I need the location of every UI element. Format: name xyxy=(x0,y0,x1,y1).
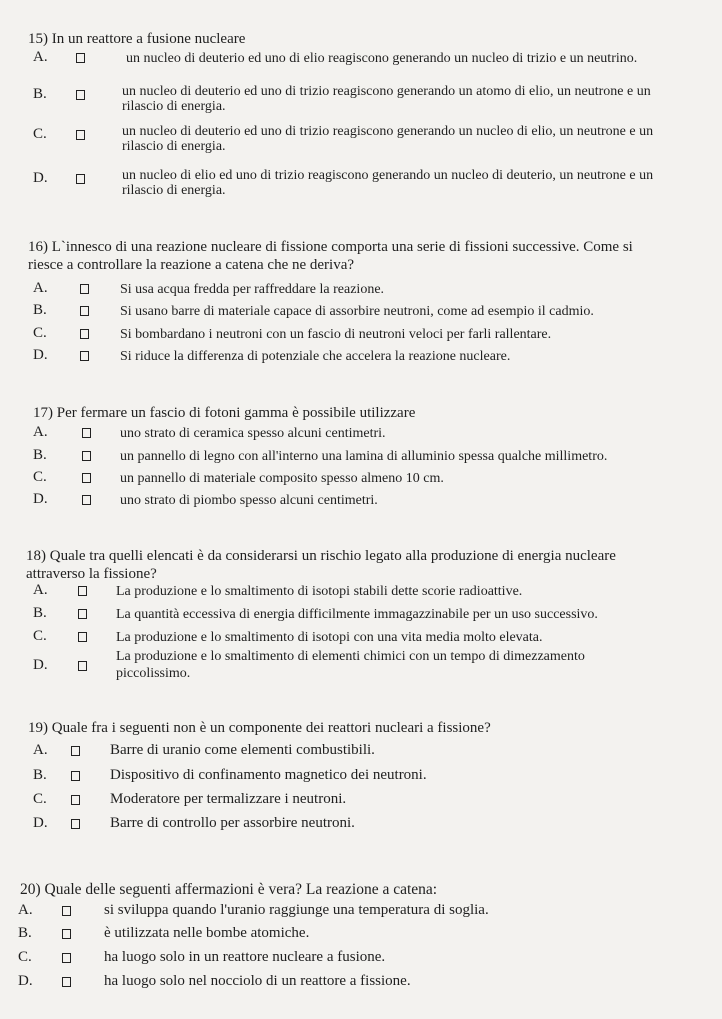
checkbox[interactable] xyxy=(80,284,89,294)
checkbox[interactable] xyxy=(76,174,85,184)
checkbox[interactable] xyxy=(82,451,91,461)
option-text: La quantità eccessiva di energia difficilmente immagazzinabile per un uso successivo. xyxy=(116,607,598,622)
option-letter: A. xyxy=(33,280,48,296)
option-text: Si bombardano i neutroni con un fascio di neutroni veloci per farli rallentare. xyxy=(120,327,552,342)
option-text: un nucleo di deuterio ed uno di trizio reagiscono generando un atomo di elio, un neutrone e un rilascio di energia. xyxy=(122,84,651,114)
checkbox[interactable] xyxy=(80,351,89,361)
checkbox[interactable] xyxy=(62,906,71,916)
option-letter: B. xyxy=(33,86,47,102)
option-text: La produzione e lo smaltimento di isotopi stabili dette scorie radioattive. xyxy=(116,584,523,599)
checkbox[interactable] xyxy=(71,795,80,805)
option-text: ha luogo solo in un reattore nucleare a fusione. xyxy=(104,949,386,965)
option-text: uno strato di ceramica spesso alcuni centimetri. xyxy=(120,426,386,441)
question-title: 16) L`innesco di una reazione nucleare di fissione comporta una serie di fissioni successive. Come si riesce a controllare la reazione a catena che ne deriva? xyxy=(28,239,633,273)
option-text: un pannello di legno con all'interno una lamina di alluminio spessa qualche millimetro. xyxy=(120,449,608,464)
option-letter: A. xyxy=(33,742,48,758)
option-letter: B. xyxy=(33,605,47,621)
checkbox[interactable] xyxy=(80,306,89,316)
option-letter: C. xyxy=(18,949,32,965)
checkbox[interactable] xyxy=(78,661,87,671)
checkbox[interactable] xyxy=(82,428,91,438)
option-letter: C. xyxy=(33,469,47,485)
checkbox[interactable] xyxy=(78,586,87,596)
option-text: Si riduce la differenza di potenziale che accelera la reazione nucleare. xyxy=(120,349,511,364)
checkbox[interactable] xyxy=(78,632,87,642)
option-text: Moderatore per termalizzare i neutroni. xyxy=(110,791,347,807)
checkbox[interactable] xyxy=(82,495,91,505)
question-title: 15) In un reattore a fusione nucleare xyxy=(28,31,246,47)
option-letter: C. xyxy=(33,325,47,341)
option-text: un nucleo di deuterio ed uno di trizio reagiscono generando un nucleo di elio, un neutrone e un rilascio di energia. xyxy=(122,124,654,154)
option-letter: B. xyxy=(33,302,47,318)
checkbox[interactable] xyxy=(76,90,85,100)
option-letter: A. xyxy=(33,49,48,65)
checkbox[interactable] xyxy=(62,953,71,963)
question-title: 20) Quale delle seguenti affermazioni è vera? La reazione a catena: xyxy=(20,881,438,898)
option-letter: A. xyxy=(18,902,33,918)
option-text: Si usano barre di materiale capace di assorbire neutroni, come ad esempio il cadmio. xyxy=(120,304,594,319)
checkbox[interactable] xyxy=(71,819,80,829)
option-letter: D. xyxy=(33,347,48,363)
option-letter: D. xyxy=(18,973,33,989)
question-title: 17) Per fermare un fascio di fotoni gamma è possibile utilizzare xyxy=(33,405,416,421)
option-text: Barre di controllo per assorbire neutroni. xyxy=(110,815,355,831)
question-title: 19) Quale fra i seguenti non è un componente dei reattori nucleari a fissione? xyxy=(28,720,491,736)
option-text: un nucleo di deuterio ed uno di elio reagiscono generando un nucleo di trizio e un neutrino. xyxy=(126,51,638,66)
option-letter: C. xyxy=(33,791,47,807)
option-text: un nucleo di elio ed uno di trizio reagiscono generando un nucleo di deuterio, un neutrone e un rilascio di energia. xyxy=(122,168,654,198)
option-letter: A. xyxy=(33,424,48,440)
question-title: 18) Quale tra quelli elencati è da considerarsi un rischio legato alla produzione di energia nucleare attraverso la fissione? xyxy=(26,548,616,582)
option-text: La produzione e lo smaltimento di isotopi con una vita media molto elevata. xyxy=(116,630,543,645)
option-text: Si usa acqua fredda per raffreddare la reazione. xyxy=(120,282,385,297)
checkbox[interactable] xyxy=(62,977,71,987)
option-text: Dispositivo di confinamento magnetico dei neutroni. xyxy=(110,767,427,783)
option-letter: C. xyxy=(33,126,47,142)
option-letter: B. xyxy=(18,925,32,941)
option-letter: B. xyxy=(33,447,47,463)
option-text: Barre di uranio come elementi combustibili. xyxy=(110,742,375,758)
checkbox[interactable] xyxy=(71,746,80,756)
checkbox[interactable] xyxy=(82,473,91,483)
checkbox[interactable] xyxy=(76,53,85,63)
option-letter: C. xyxy=(33,628,47,644)
option-letter: D. xyxy=(33,170,48,186)
option-letter: D. xyxy=(33,657,48,673)
option-letter: B. xyxy=(33,767,47,783)
option-letter: D. xyxy=(33,491,48,507)
option-text: La produzione e lo smaltimento di elementi chimici con un tempo di dimezzamento piccolissimo. xyxy=(116,649,585,681)
option-text: un pannello di materiale composito spesso almeno 10 cm. xyxy=(120,471,444,486)
option-text: è utilizzata nelle bombe atomiche. xyxy=(104,925,310,941)
checkbox[interactable] xyxy=(76,130,85,140)
option-text: uno strato di piombo spesso alcuni centimetri. xyxy=(120,493,378,508)
option-text: ha luogo solo nel nocciolo di un reattore a fissione. xyxy=(104,973,411,989)
option-letter: D. xyxy=(33,815,48,831)
checkbox[interactable] xyxy=(62,929,71,939)
checkbox[interactable] xyxy=(80,329,89,339)
checkbox[interactable] xyxy=(71,771,80,781)
option-letter: A. xyxy=(33,582,48,598)
checkbox[interactable] xyxy=(78,609,87,619)
option-text: si sviluppa quando l'uranio raggiunge una temperatura di soglia. xyxy=(104,902,489,918)
